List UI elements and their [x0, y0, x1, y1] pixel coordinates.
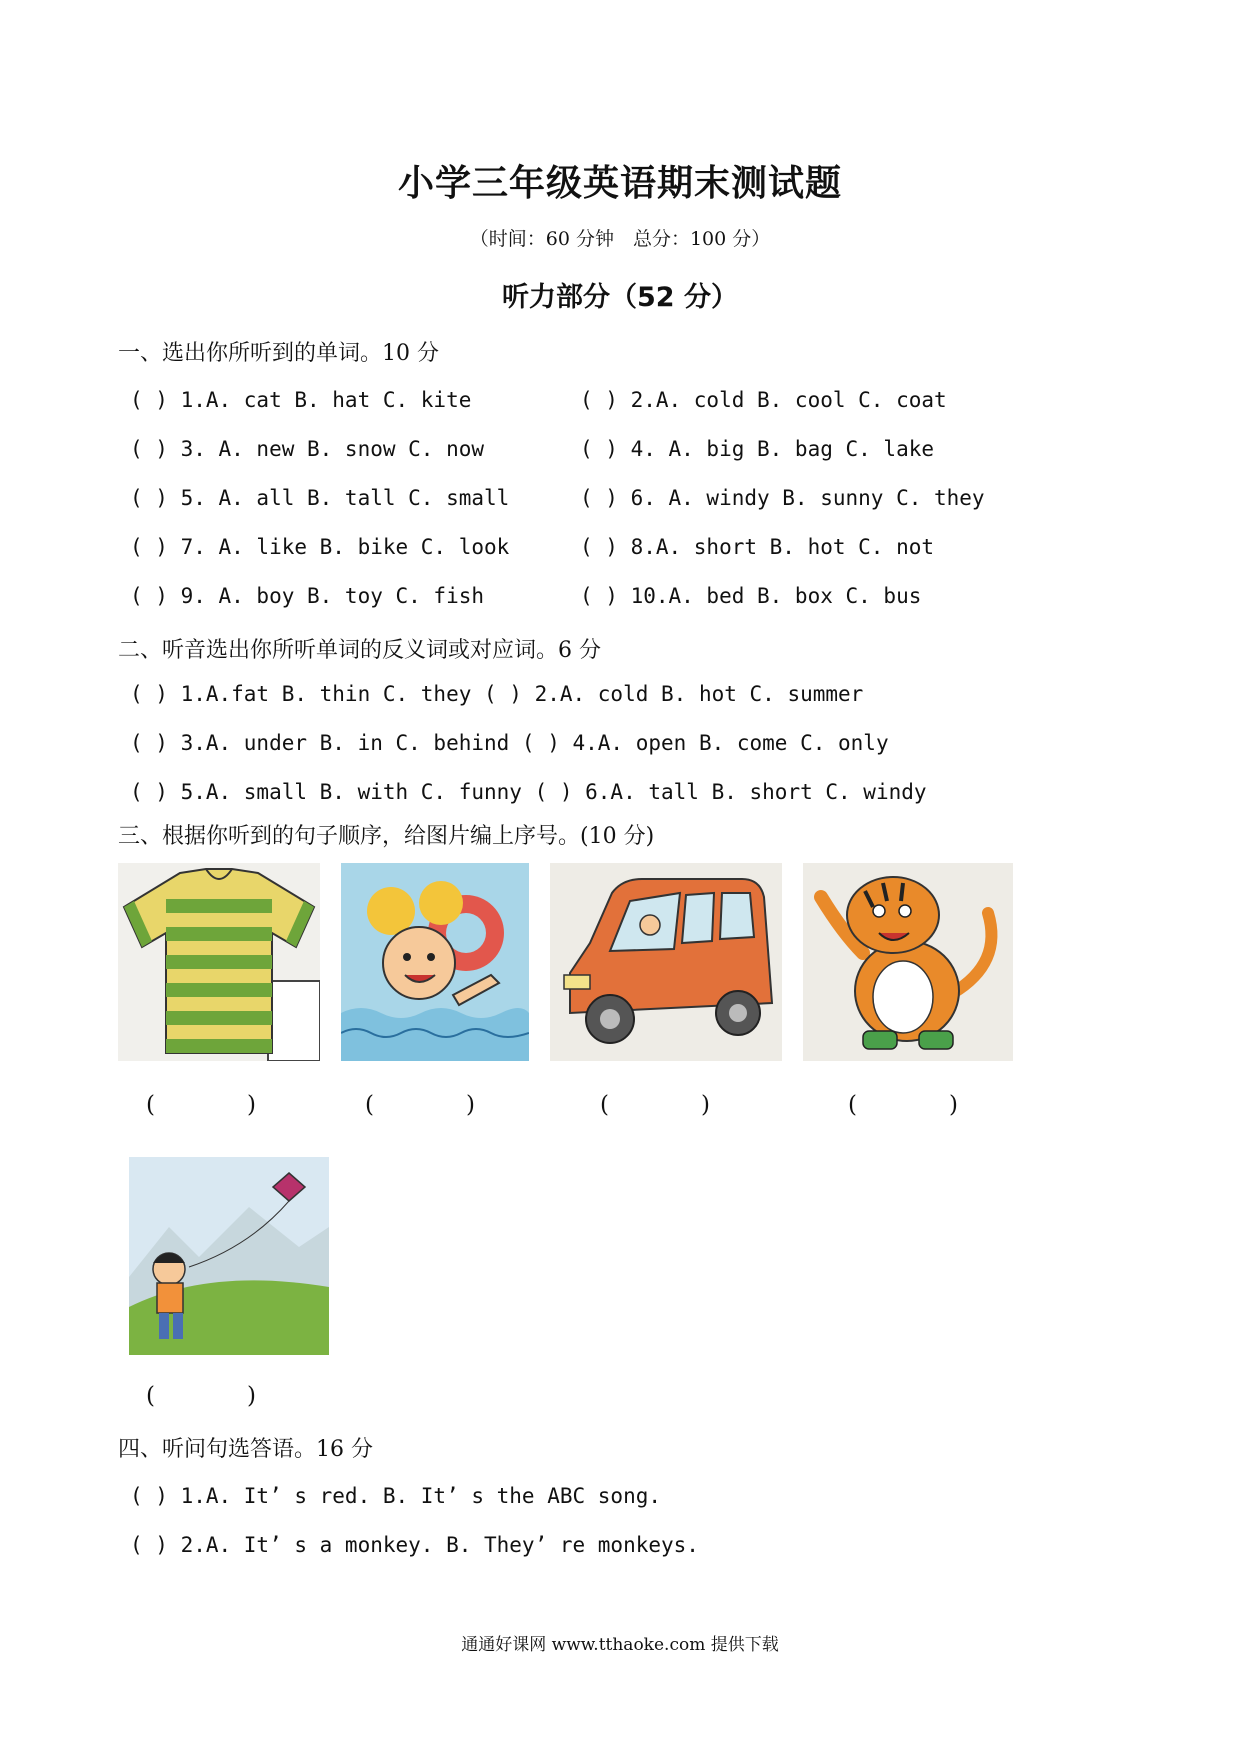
exam-title: 小学三年级英语期末测试题 [397, 163, 842, 204]
part1-question-left: ( ) 1.A. cat B. hat C. kite [130, 388, 472, 412]
part1-question-left: ( ) 9. A. boy B. toy C. fish [130, 584, 485, 608]
car-picture [550, 863, 782, 1061]
answer-blank[interactable]: ( ) [600, 1092, 710, 1118]
part1-question-right: ( ) 4. A. big B. bag C. lake [580, 437, 935, 461]
answer-blank[interactable]: ( ) [365, 1092, 475, 1118]
part1-question-right: ( ) 10.A. bed B. box C. bus [580, 584, 922, 608]
part4-heading: 四、听问句选答语。16 分 [118, 1437, 373, 1462]
part1-heading: 一、选出你所听到的单词。10 分 [118, 341, 439, 366]
answer-blank[interactable]: ( ) [146, 1092, 256, 1118]
listening-section-heading: 听力部分（52 分） [502, 282, 738, 313]
footer-source: 通通好课网 www.tthaoke.com 提供下载 [461, 1635, 779, 1655]
part1-question-right: ( ) 6. A. windy B. sunny C. they [580, 486, 985, 510]
part4-question-row: ( ) 1.A. It’ s red. B. It’ s the ABC song. [130, 1484, 662, 1508]
kite-picture [129, 1157, 329, 1355]
part2-question-row: ( ) 3.A. under B. in C. behind ( ) 4.A. open B. come C. only [130, 731, 889, 755]
part1-question-left: ( ) 7. A. like B. bike C. look [130, 535, 510, 559]
part1-question-right: ( ) 8.A. short B. hot C. not [580, 535, 935, 559]
tiger-picture [803, 863, 1013, 1061]
part1-question-right: ( ) 2.A. cold B. cool C. coat [580, 388, 947, 412]
part3-heading: 三、根据你听到的句子顺序，给图片编上序号。(10 分) [118, 824, 655, 849]
part4-question-row: ( ) 2.A. It’ s a monkey. B. They’ re monkeys. [130, 1533, 699, 1557]
part2-question-row: ( ) 1.A.fat B. thin C. they ( ) 2.A. cold B. hot C. summer [130, 682, 864, 706]
part1-question-left: ( ) 3. A. new B. snow C. now [130, 437, 485, 461]
part2-heading: 二、听音选出你所听单词的反义词或对应词。6 分 [118, 638, 601, 663]
part1-question-left: ( ) 5. A. all B. tall C. small [130, 486, 510, 510]
answer-blank[interactable]: ( ) [848, 1092, 958, 1118]
answer-blank[interactable]: ( ) [146, 1383, 256, 1409]
tshirt-picture [118, 863, 320, 1061]
exam-subtitle: （时间：60 分钟 总分：100 分） [469, 228, 771, 250]
part2-question-row: ( ) 5.A. small B. with C. funny ( ) 6.A. tall B. short C. windy [130, 780, 927, 804]
swimming-picture [341, 863, 529, 1061]
